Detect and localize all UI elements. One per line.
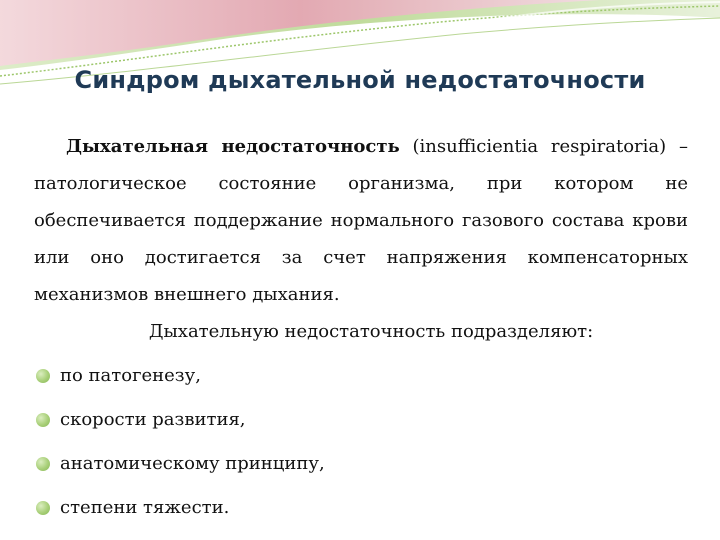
list-item (34, 486, 688, 530)
list-item-label: скорости развития, (60, 409, 246, 430)
list-item (34, 398, 688, 442)
slide-title: Синдром дыхательной недостаточности (74, 66, 646, 94)
bullet-icon (36, 369, 50, 383)
classification-list (34, 354, 688, 530)
definition-text: (insufficientia respiratoria) – патологическое состояние организма, при котором не обеспечивается поддержание нормального газового состава крови или оно достигается за счет напряжения компенсаторных механизмов внешнего дыхания. (34, 136, 688, 305)
slide-body (34, 128, 688, 530)
bullet-icon (36, 413, 50, 427)
list-item (34, 354, 688, 398)
list-item-label: анатомическому принципу, (60, 453, 325, 474)
bullet-icon (36, 457, 50, 471)
list-item (34, 442, 688, 486)
list-item-label: по патогенезу, (60, 365, 201, 386)
list-item-label: степени тяжести. (60, 497, 230, 518)
definition-paragraph (34, 128, 688, 313)
classification-heading: Дыхательную недостаточность подразделяют: (148, 321, 594, 342)
bullet-icon (36, 501, 50, 515)
definition-term: Дыхательная недостаточность (66, 136, 400, 157)
